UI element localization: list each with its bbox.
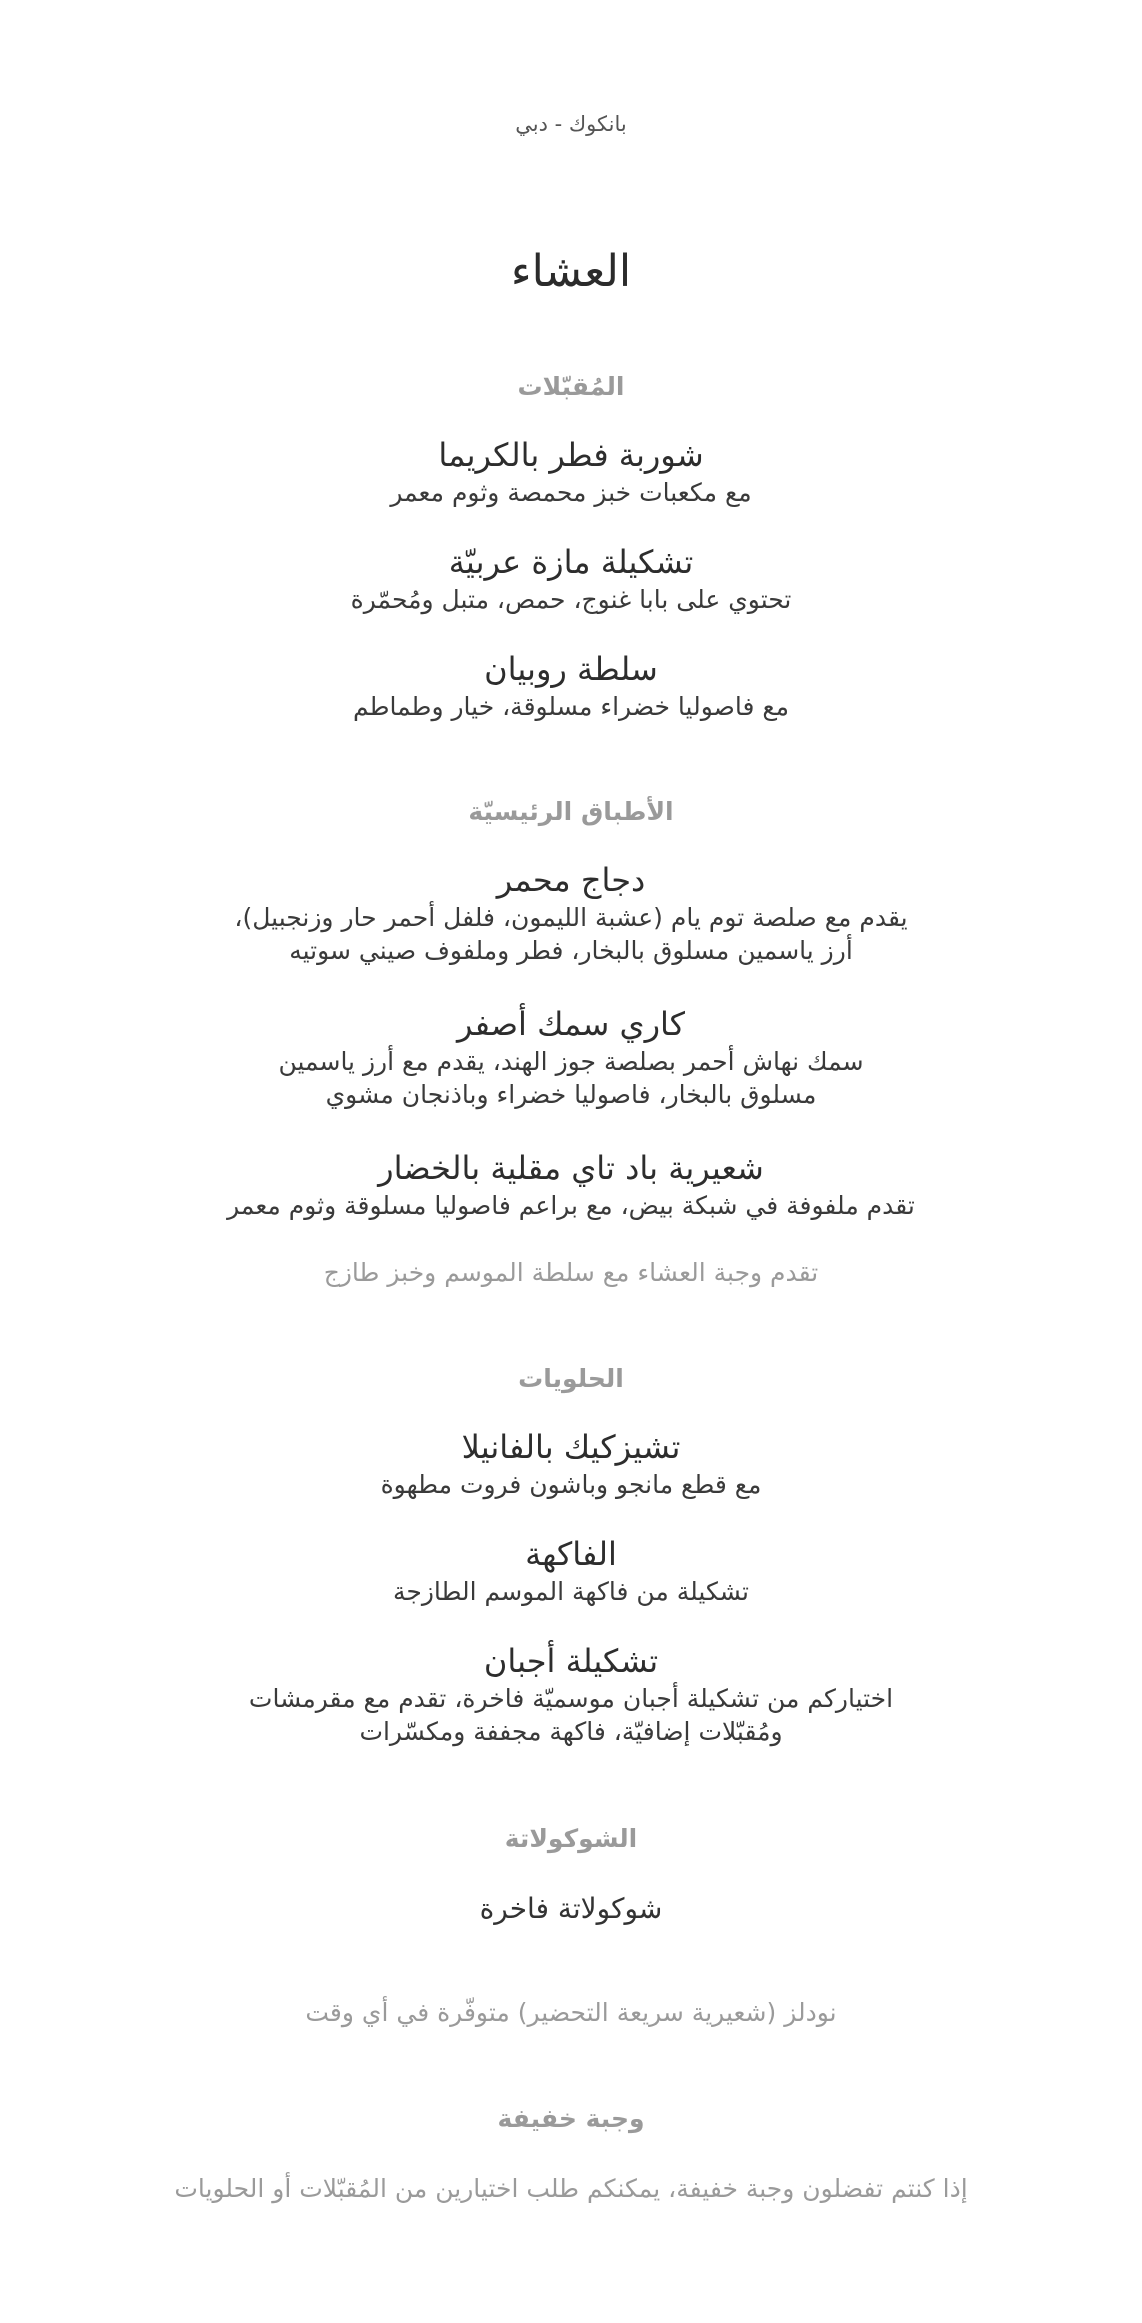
dish-name: الفاكهة	[525, 1535, 617, 1573]
section-heading-chocolate: الشوكولاتة	[504, 1824, 638, 1853]
dish-description: يقدم مع صلصة توم يام (عشبة الليمون، فلفل أحمر حار وزنجبيل)، أرز ياسمين مسلوق بالبخار، فطر وملفوف صيني سوتيه	[234, 903, 908, 965]
dish-description: مع فاصوليا خضراء مسلوقة، خيار وطماطم	[352, 692, 790, 721]
dish-item	[0, 1003, 1142, 1111]
light-meal-section	[0, 2102, 1142, 2206]
dish-description: سمك نهاش أحمر بصلصة جوز الهند، يقدم مع أرز ياسمين مسلوق بالبخار، فاصوليا خضراء وباذنجان مشوي	[278, 1047, 864, 1109]
noodles-section	[0, 1996, 1142, 2030]
dish-name: شوربة فطر بالكريما	[438, 436, 704, 474]
dish-name: شعيرية باد تاي مقلية بالخضار	[378, 1149, 764, 1187]
dish-item	[0, 648, 1142, 723]
dish-name: سلطة روبيان	[484, 650, 658, 688]
dish-item	[0, 541, 1142, 616]
route-label: بانكوك - دبي	[515, 112, 627, 136]
dish-description: تحتوي على بابا غنوج، حمص، متبل ومُحمّرة	[350, 585, 792, 614]
menu-title: العشاء	[510, 246, 632, 297]
chocolate-item: شوكولاتة فاخرة	[479, 1892, 663, 1925]
dish-item	[0, 1640, 1142, 1748]
dish-description: اختياركم من تشكيلة أجبان موسميّة فاخرة، تقدم مع مقرمشات ومُقبّلات إضافيّة، فاكهة مجففة ومكسّرات	[248, 1684, 894, 1746]
dish-item	[0, 1147, 1142, 1222]
dish-item	[0, 859, 1142, 967]
dish-name: كاري سمك أصفر	[456, 1005, 685, 1043]
dish-name: تشكيلة أجبان	[483, 1642, 659, 1680]
dish-item	[0, 434, 1142, 509]
dish-item	[0, 1426, 1142, 1501]
dish-name: تشكيلة مازة عربيّة	[448, 543, 694, 581]
light-meal-note: إذا كنتم تفضلون وجبة خفيفة، يمكنكم طلب اختيارين من المُقبّلات أو الحلويات	[174, 2174, 968, 2203]
mains-note: تقدم وجبة العشاء مع سلطة الموسم وخبز طازج	[323, 1258, 819, 1287]
dish-name: تشيزكيك بالفانيلا	[461, 1428, 681, 1466]
section-heading-mains: الأطباق الرئيسيّة	[468, 797, 674, 826]
dish-description: تقدم ملفوفة في شبكة بيض، مع براعم فاصوليا مسلوقة وثوم معمر	[227, 1191, 915, 1220]
section-heading-starters: المُقبّلات	[517, 372, 625, 401]
chocolate-section	[0, 1822, 1142, 1928]
dish-description: مع مكعبات خبز محمصة وثوم معمر	[390, 478, 752, 507]
mains-section	[0, 795, 1142, 1290]
dish-description: تشكيلة من فاكهة الموسم الطازجة	[392, 1577, 750, 1606]
section-heading-desserts: الحلويات	[518, 1364, 624, 1393]
dish-description: مع قطع مانجو وباشون فروت مطهوة	[380, 1470, 762, 1499]
starters-section	[0, 370, 1142, 723]
desserts-section	[0, 1362, 1142, 1748]
dish-item	[0, 1533, 1142, 1608]
dish-name: دجاج محمر	[496, 861, 646, 899]
noodles-note: نودلز (شعيرية سريعة التحضير) متوفّرة في أي وقت	[305, 1998, 837, 2027]
section-heading-light-meal: وجبة خفيفة	[497, 2104, 645, 2133]
